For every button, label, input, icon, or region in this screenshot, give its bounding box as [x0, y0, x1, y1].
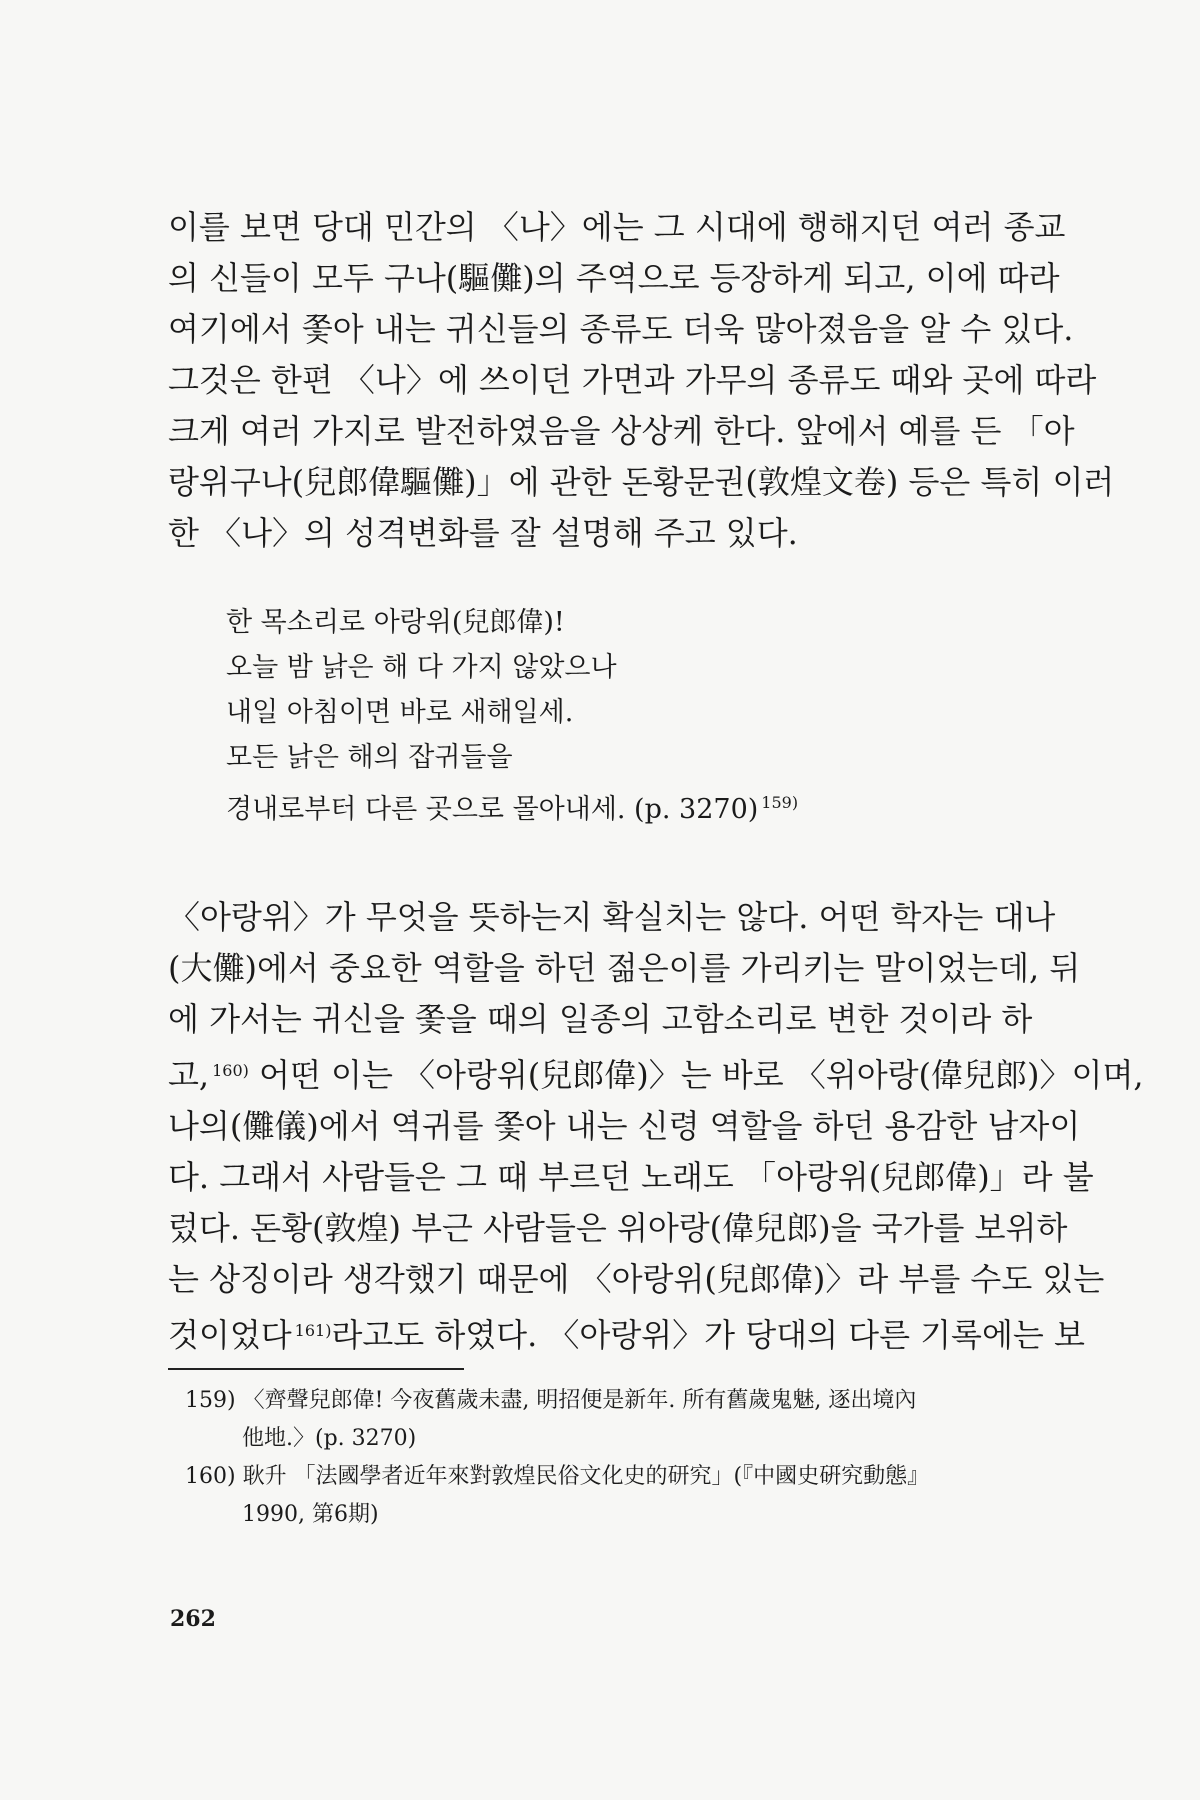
poem-line: 내일 아침이면 바로 새해일세.: [226, 697, 574, 728]
text-line: 〈아랑위〉가 무엇을 뜻하는지 확실치는 않다. 어떤 학자는 대나: [168, 898, 1056, 936]
text-line: [168, 1305, 1085, 1361]
text-line: 의 신들이 모두 구나(驅儺)의 주역으로 등장하게 되고, 이에 따라: [168, 259, 1060, 297]
footnote-divider: [168, 1368, 464, 1370]
footnote-160: [185, 1458, 1025, 1534]
text-line: 다. 그래서 사람들은 그 때 부르던 노래도 「아랑위(兒郎偉)」라 불: [168, 1158, 1094, 1196]
text-line: 한 〈나〉의 성격변화를 잘 설명해 주고 있다.: [168, 514, 798, 552]
footnote-ref-160: 160): [212, 1061, 249, 1080]
text-segment: 고,: [168, 1056, 210, 1094]
footnote-line: 159) 〈齊聲兒郎偉! 今夜舊歲未盡, 明招便是新年. 所有舊歲鬼魅, 逐出境內: [185, 1388, 917, 1413]
footnote-ref-161: 161): [294, 1321, 332, 1340]
text-line: 이를 보면 당대 민간의 〈나〉에는 그 시대에 행해지던 여러 종교: [168, 208, 1066, 246]
text-line: 에 가서는 귀신을 쫓을 때의 일종의 고함소리로 변한 것이라 하: [168, 1000, 1033, 1038]
poem-line-text: 경내로부터 다른 곳으로 몰아내세. (p. 3270): [226, 794, 759, 825]
text-line: (大儺)에서 중요한 역할을 하던 젊은이를 가리키는 말이었는데, 뒤: [168, 949, 1081, 987]
page-number: 262: [170, 1606, 216, 1632]
text-line: 크게 여러 가지로 발전하였음을 상상케 한다. 앞에서 예를 든 「아: [168, 412, 1075, 450]
footnote-line: 160) 耿升 「法國學者近年來對敦煌民俗文化史的研究」(『中國史硏究動態』: [185, 1464, 930, 1489]
footnote-ref-159: 159): [761, 793, 799, 812]
text-line: 그것은 한편 〈나〉에 쓰이던 가면과 가무의 종류도 때와 곳에 따라: [168, 361, 1097, 399]
text-segment: 라고도 하였다. 〈아랑위〉가 당대의 다른 기록에는 보: [331, 1316, 1085, 1354]
poem-line-last: [226, 780, 986, 832]
footnote-line: 他地.〉(p. 3270): [242, 1426, 417, 1451]
text-segment: 것이었다: [168, 1316, 292, 1354]
text-segment: 어떤 이는 〈아랑위(兒郎偉)〉는 바로 〈위아랑(偉兒郎)〉이며,: [248, 1056, 1144, 1094]
text-line: [168, 1045, 1144, 1101]
footnotes: [185, 1382, 1025, 1534]
body-paragraph-1: [168, 202, 1115, 559]
text-line: 여기에서 쫓아 내는 귀신들의 종류도 더욱 많아졌음을 알 수 있다.: [168, 310, 1074, 348]
text-line: 는 상징이라 생각했기 때문에 〈아랑위(兒郎偉)〉라 부를 수도 있는: [168, 1260, 1105, 1298]
body-paragraph-2: [168, 892, 1144, 1361]
footnote-159: [185, 1382, 1025, 1458]
poem-line: 모든 낡은 해의 잡귀들을: [226, 742, 513, 773]
poem-line: 한 목소리로 아랑위(兒郎偉)!: [226, 607, 565, 638]
text-line: 나의(儺儀)에서 역귀를 쫓아 내는 신령 역할을 하던 용감한 남자이: [168, 1107, 1081, 1145]
text-line: 랑위구나(兒郎偉驅儺)」에 관한 돈황문권(敦煌文卷) 등은 특히 이러: [168, 463, 1115, 501]
quoted-poem: [226, 600, 986, 832]
poem-line: 오늘 밤 낡은 해 다 가지 않았으나: [226, 652, 617, 683]
text-line: 렀다. 돈황(敦煌) 부근 사람들은 위아랑(偉兒郎)을 국가를 보위하: [168, 1209, 1068, 1247]
footnote-line: 1990, 第6期): [242, 1502, 379, 1527]
